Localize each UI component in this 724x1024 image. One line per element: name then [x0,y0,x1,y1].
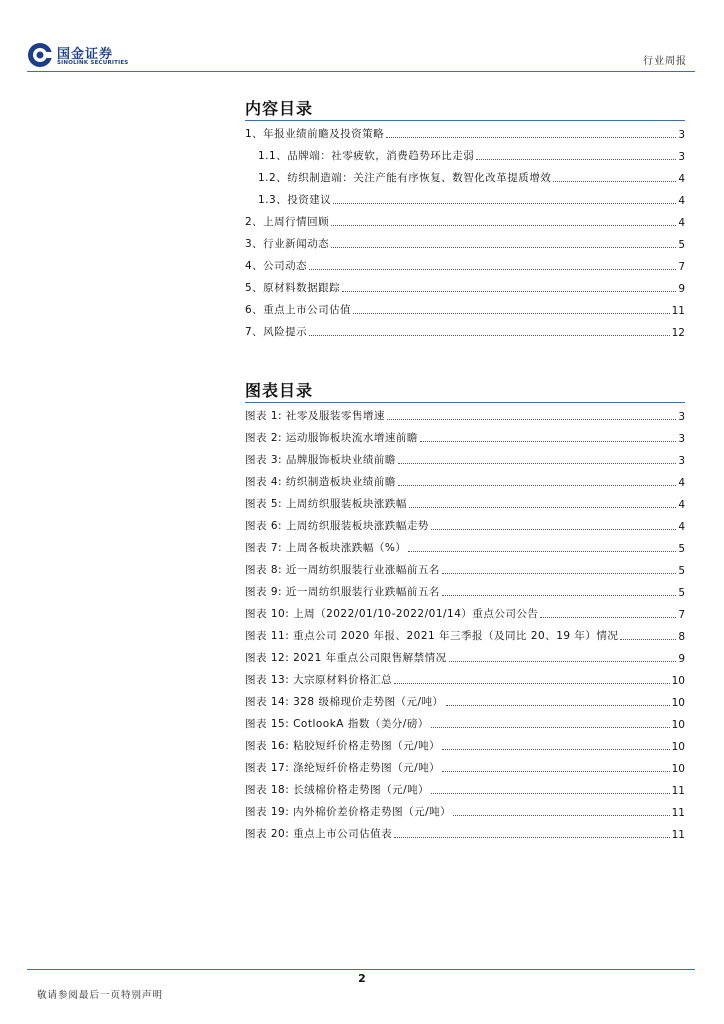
leader-dots [394,683,670,684]
figure-entry-label: 图表 2: 运动服饰板块流水增速前瞻 [245,432,418,444]
toc-entry[interactable] [258,147,685,163]
leader-dots [476,159,676,160]
toc-entry-label: 4、公司动态 [245,260,308,272]
figure-entry[interactable] [245,693,685,709]
leader-dots [442,595,676,596]
toc-entry-page: 4 [678,195,685,207]
leader-dots [408,551,676,552]
figure-entry-label: 图表 16: 粘胶短纤价格走势图（元/吨） [245,740,441,752]
toc-entry-page: 4 [678,217,685,229]
leader-dots [442,573,676,574]
figure-entry-label: 图表 8: 近一周纺织服装行业涨幅前五名 [245,564,440,576]
leader-dots [449,661,677,662]
figure-entry[interactable] [245,517,685,533]
toc-entry-label: 3、行业新闻动态 [245,238,330,250]
leader-dots [387,419,676,420]
figure-entry[interactable] [245,495,685,511]
footer-divider [27,969,695,970]
leader-dots [431,793,670,794]
figure-entry-label: 图表 1: 社零及服装零售增速 [245,410,385,422]
leader-dots [386,137,676,138]
leader-dots [442,749,670,750]
figure-entry-label: 图表 12: 2021 年重点公司限售解禁情况 [245,652,447,664]
figure-entry-page: 5 [678,565,685,577]
figure-entry[interactable] [245,539,685,555]
sinolink-logo-icon [27,42,53,68]
figures-divider [245,402,685,403]
figure-entry-label: 图表 9: 近一周纺织服装行业跌幅前五名 [245,586,440,598]
toc-entry[interactable] [245,125,685,141]
toc-entry-label: 2、上周行情回顾 [245,216,330,228]
figure-entry-page: 4 [678,521,685,533]
leader-dots [398,463,676,464]
figure-entry-page: 5 [678,587,685,599]
figure-entry-label: 图表 5: 上周纺织服装板块涨跌幅 [245,498,407,510]
figure-entry-label: 图表 7: 上周各板块涨跌幅（%） [245,542,407,554]
figure-entry-label: 图表 6: 上周纺织服装板块涨跌幅走势 [245,520,429,532]
figure-entry[interactable] [245,605,685,621]
figure-entry-label: 图表 13: 大宗原材料价格汇总 [245,674,393,686]
leader-dots [309,269,676,270]
toc-entry-page: 11 [671,305,685,317]
figure-entry-page: 10 [671,697,685,709]
figure-entry-page: 4 [678,499,685,511]
leader-dots [453,815,670,816]
figure-entry-page: 7 [678,609,685,621]
figures-title: 图表目录 [245,381,314,400]
leader-dots [540,617,676,618]
figure-entry[interactable] [245,671,685,687]
toc-entry-page: 9 [678,283,685,295]
toc-entry-label: 7、风险提示 [245,326,308,338]
toc-entry-label: 1、年报业绩前瞻及投资策略 [245,128,385,140]
toc-divider [245,120,685,121]
toc-entry-page: 4 [678,173,685,185]
leader-dots [398,485,676,486]
leader-dots [431,529,676,530]
leader-dots [620,639,676,640]
toc-entry[interactable] [245,301,685,317]
figure-entry-label: 图表 19: 内外棉价差价格走势图（元/吨） [245,806,452,818]
figure-entry-page: 3 [678,455,685,467]
logo-english-name: SINOLINK SECURITIES [57,60,129,66]
table-of-contents [245,96,685,342]
toc-entry[interactable] [245,257,685,273]
figure-entry[interactable] [245,781,685,797]
logo-name: 国金证券 [57,47,114,62]
figure-entry-page: 10 [671,675,685,687]
toc-entry[interactable] [245,235,685,251]
figure-entry-page: 3 [678,411,685,423]
toc-entry[interactable] [258,191,685,207]
leader-dots [331,247,676,248]
figure-entry-page: 10 [671,763,685,775]
toc-entry-label: 6、重点上市公司估值 [245,304,352,316]
figure-entry-label: 图表 4: 纺织制造板块业绩前瞻 [245,476,396,488]
leader-dots [420,441,676,442]
figure-entry-label: 图表 20: 重点上市公司估值表 [245,828,393,840]
leader-dots [342,291,676,292]
toc-title: 内容目录 [245,99,314,118]
figure-entry[interactable] [245,429,685,445]
figure-entry-label: 图表 17: 涤纶短纤价格走势图（元/吨） [245,762,441,774]
report-type: 行业周报 [643,56,687,67]
leader-dots [442,771,670,772]
page-header [0,0,724,80]
leader-dots [353,313,669,314]
figure-entry[interactable] [245,473,685,489]
toc-entry-page: 7 [678,261,685,273]
figure-entry[interactable] [245,759,685,775]
figure-entry[interactable] [245,451,685,467]
figure-entry-label: 图表 3: 品牌服饰板块业绩前瞻 [245,454,396,466]
figure-entry[interactable] [245,825,685,841]
figure-entry-label: 图表 11: 重点公司 2020 年报、2021 年三季报（及同比 20、19 年）情况 [245,630,619,642]
figure-entry-page: 5 [678,543,685,555]
header-divider [27,71,695,72]
figure-entry[interactable] [245,803,685,819]
toc-entry-label: 1.3、投资建议 [258,194,332,206]
toc-entry-page: 5 [678,239,685,251]
figure-entry-label: 图表 10: 上周（2022/01/10-2022/01/14）重点公司公告 [245,608,539,620]
leader-dots [394,837,670,838]
figure-entry[interactable] [245,561,685,577]
figure-entry-page: 11 [671,807,685,819]
leader-dots [431,727,670,728]
figure-entry[interactable] [245,649,685,665]
figure-entry[interactable] [245,407,685,423]
figure-entry-page: 9 [678,653,685,665]
toc-entry[interactable] [245,323,685,339]
figure-entry-page: 4 [678,477,685,489]
figure-entry-label: 图表 18: 长绒棉价格走势图（元/吨） [245,784,430,796]
toc-entry[interactable] [245,213,685,229]
toc-entry-label: 1.1、品牌端：社零疲软，消费趋势环比走弱 [258,150,475,162]
disclaimer-note: 敬请参阅最后一页特别声明 [37,990,164,1001]
leader-dots [446,705,670,706]
figure-entry-label: 图表 14: 328 级棉现价走势图（元/吨） [245,696,444,708]
figure-entry[interactable] [245,715,685,731]
leader-dots [331,225,676,226]
toc-entry[interactable] [258,169,685,185]
figure-entry-page: 11 [671,785,685,797]
company-logo [27,42,137,70]
toc-entry-label: 1.2、纺织制造端：关注产能有序恢复、数智化改革提质增效 [258,172,552,184]
figure-entry-label: 图表 15: CotlookA 指数（美分/磅） [245,718,429,730]
figure-entry-page: 8 [678,631,685,643]
figure-entry-page: 11 [671,829,685,841]
figure-entry-page: 10 [671,741,685,753]
list-of-figures [245,378,685,841]
figure-entry[interactable] [245,627,685,643]
figure-entry[interactable] [245,583,685,599]
leader-dots [553,181,676,182]
page-number: 2 [358,972,366,985]
leader-dots [333,203,676,204]
figure-entry-page: 3 [678,433,685,445]
toc-entry-label: 5、原材料数据跟踪 [245,282,341,294]
leader-dots [309,335,669,336]
leader-dots [409,507,676,508]
toc-entry-page: 3 [678,151,685,163]
toc-entry-page: 12 [671,327,685,339]
figure-entry[interactable] [245,737,685,753]
toc-entry-page: 3 [678,129,685,141]
toc-entry[interactable] [245,279,685,295]
figure-entry-page: 10 [671,719,685,731]
